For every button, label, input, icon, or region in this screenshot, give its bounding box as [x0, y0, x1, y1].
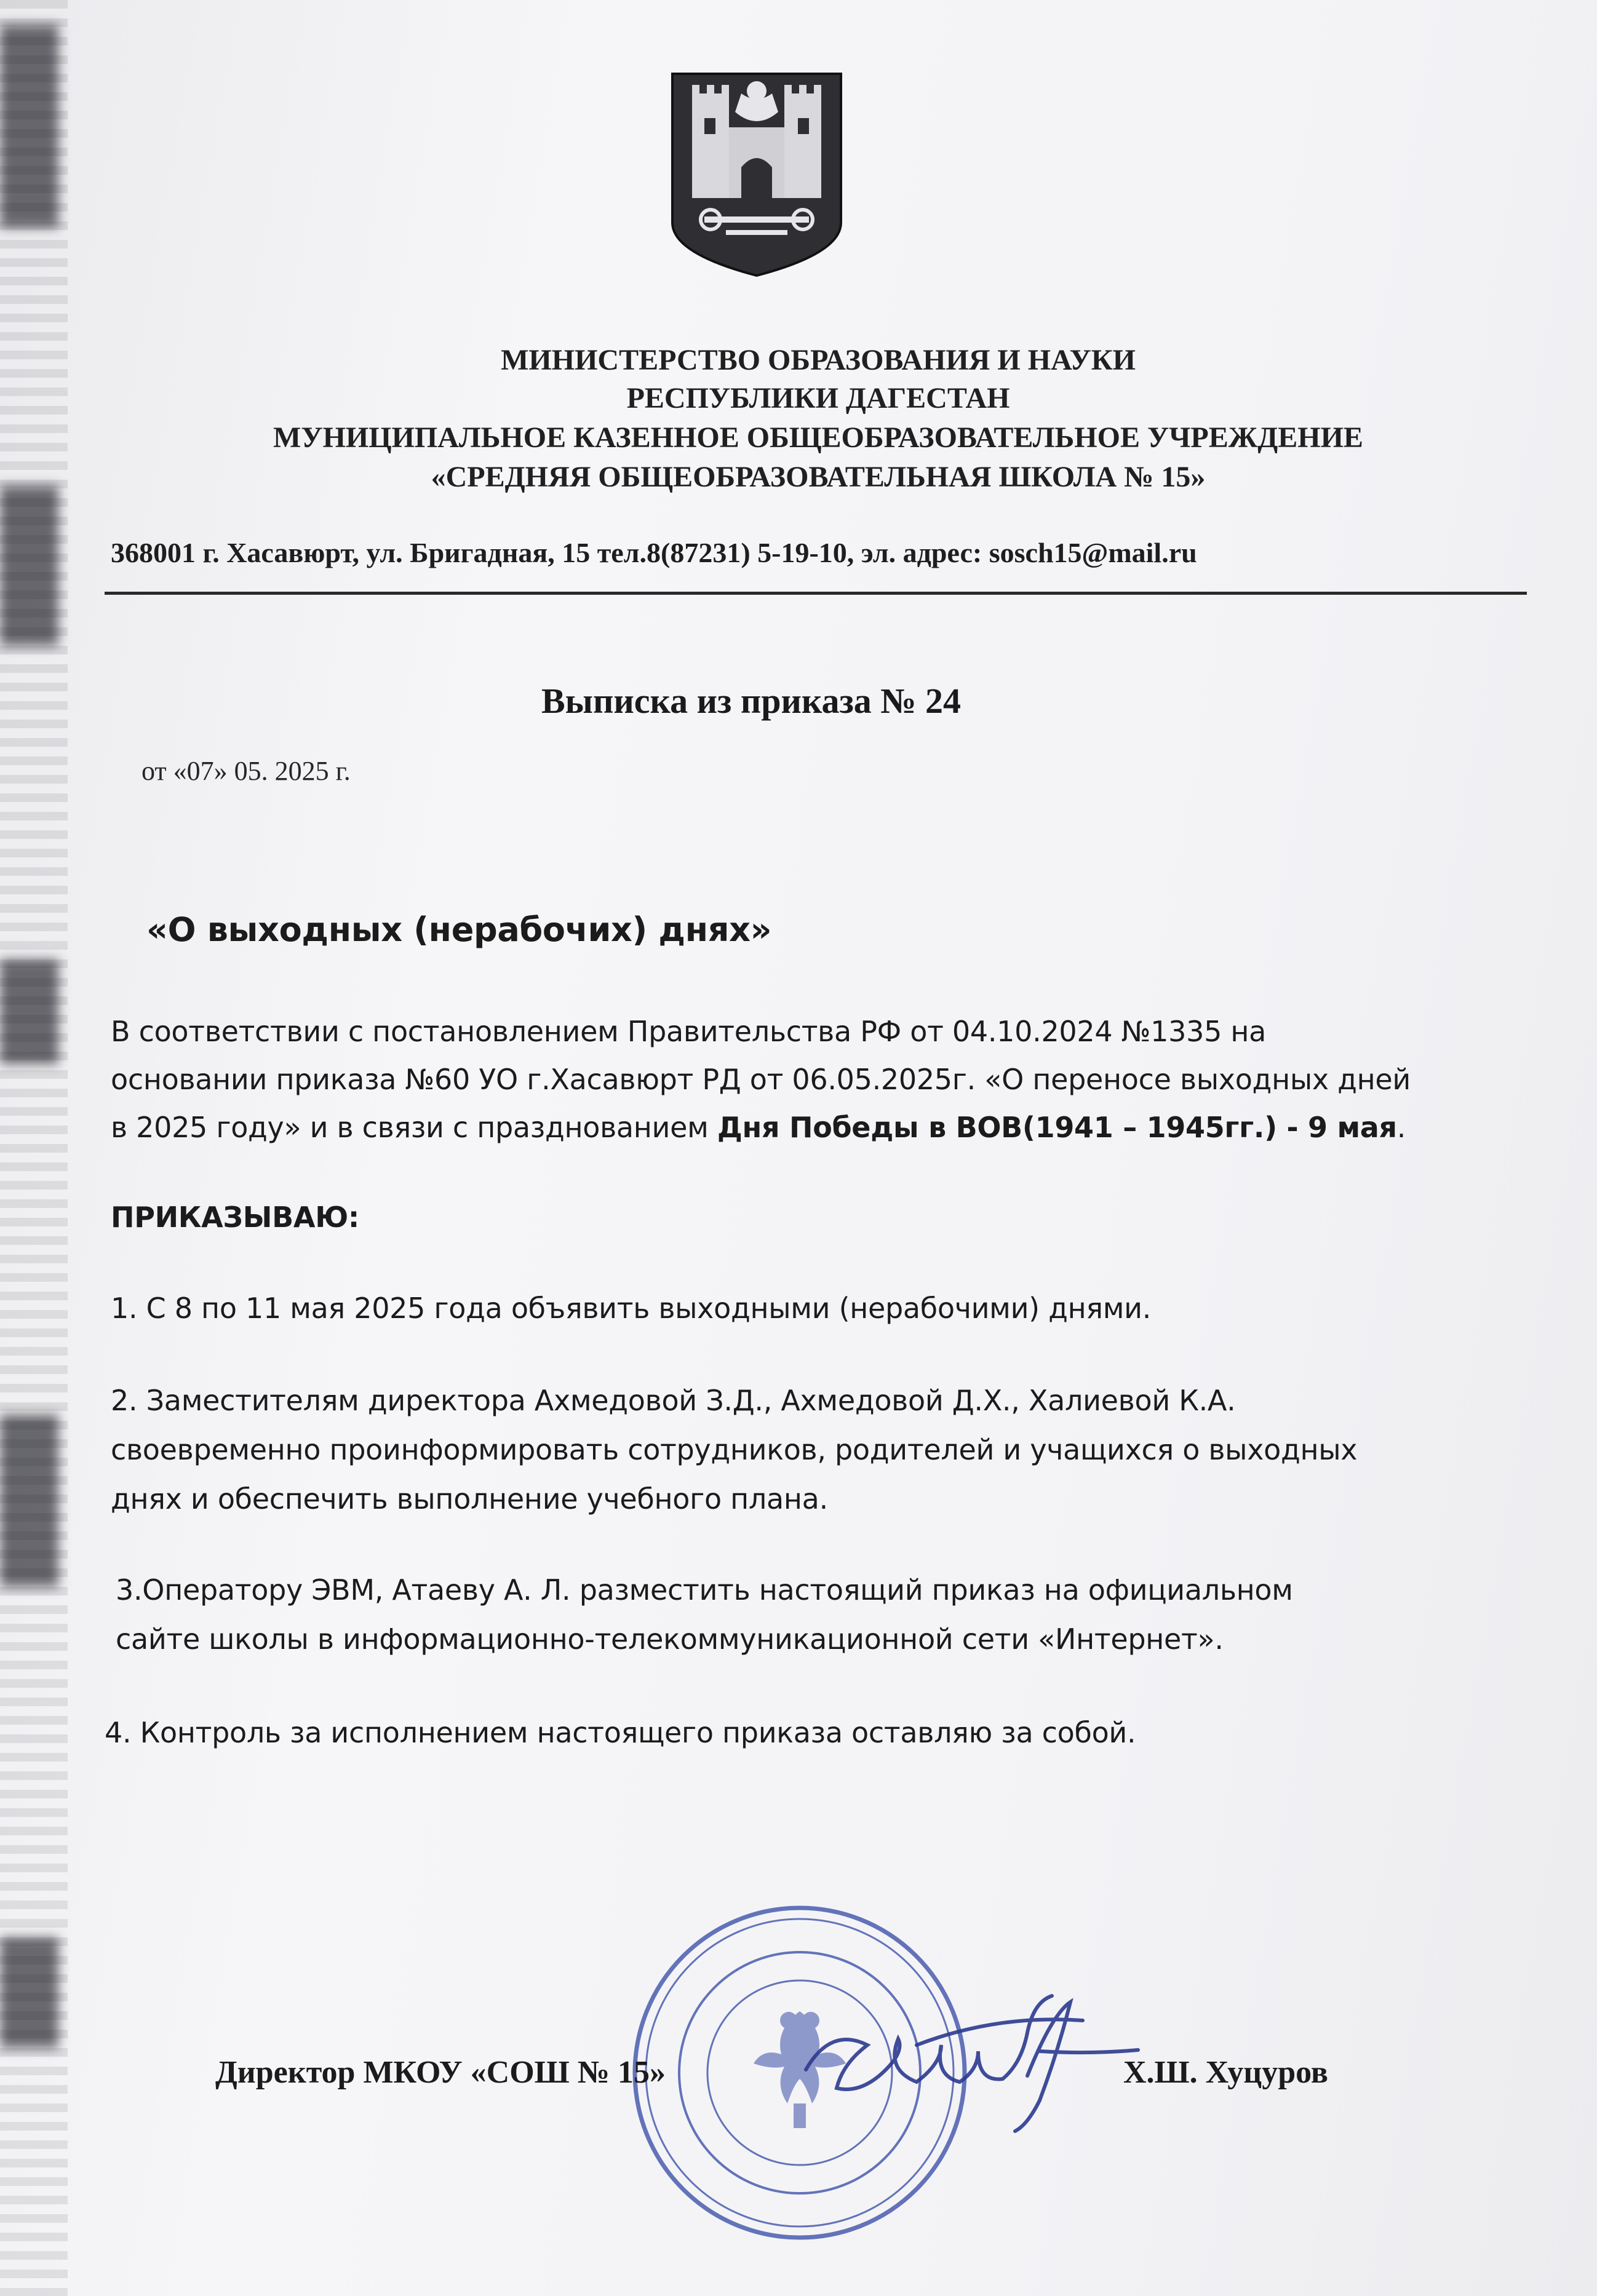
order-item-2-line-3: днях и обеспечить выполнение учебного плана.	[111, 1482, 828, 1515]
document-title: Выписка из приказа № 24	[541, 681, 962, 721]
order-item-2-line-1: 2. Заместителям директора Ахмедовой З.Д., Ахмедовой Д.Х., Халиевой К.А.	[111, 1384, 1236, 1417]
document-date: от «07» 05. 2025 г.	[141, 756, 351, 786]
document-subject: «О выходных (нерабочих) днях»	[146, 910, 772, 949]
preamble-highlight: Дня Победы в ВОВ(1941 – 1945гг.) - 9 мая	[717, 1111, 1397, 1144]
order-item-2-line-2: своевременно проинформировать сотрудников, родителей и учащихся о выходных	[111, 1433, 1358, 1466]
director-signature-icon	[794, 1977, 1150, 2137]
preamble-line-3-text: в 2025 году» и в связи с празднованием	[111, 1111, 717, 1144]
order-item-3-line-1: 3.Оператору ЭВМ, Атаеву А. Л. разместить настоящий приказ на официальном	[116, 1573, 1293, 1607]
header-address: 368001 г. Хасавюрт, ул. Бригадная, 15 тел.8(87231) 5-19-10, эл. адрес: sosch15@mail.ru	[111, 537, 1197, 568]
order-word: ПРИКАЗЫВАЮ:	[111, 1201, 360, 1234]
coat-of-arms-icon	[667, 69, 846, 277]
order-item-1: 1. С 8 по 11 мая 2025 года объявить выходными (нерабочими) днями.	[111, 1292, 1152, 1325]
header-line-ministry: МИНИСТЕРСТВО ОБРАЗОВАНИЯ И НАУКИ	[501, 344, 1136, 376]
header-line-institution: МУНИЦИПАЛЬНОЕ КАЗЕННОЕ ОБЩЕОБРАЗОВАТЕЛЬНОЕ УЧРЕЖДЕНИЕ	[273, 421, 1363, 454]
signatory-position: Директор МКОУ «СОШ № 15»	[215, 2055, 666, 2090]
header-line-republic: РЕСПУБЛИКИ ДАГЕСТАН	[626, 382, 1010, 415]
order-item-3-line-2: сайте школы в информационно-телекоммуникационной сети «Интернет».	[116, 1623, 1224, 1656]
preamble-line-3-end: .	[1396, 1111, 1406, 1144]
preamble-line-1: В соответствии с постановлением Правительства РФ от 04.10.2024 №1335 на	[111, 1015, 1267, 1048]
signatory-name: Х.Ш. Хуцуров	[1123, 2055, 1328, 2090]
preamble-line-3	[111, 1111, 1406, 1144]
preamble-line-2: основании приказа №60 УО г.Хасавюрт РД от 06.05.2025г. «О переносе выходных дней	[111, 1063, 1411, 1096]
order-item-4: 4. Контроль за исполнением настоящего приказа оставляю за собой.	[105, 1716, 1136, 1749]
header-divider	[105, 592, 1527, 595]
header-line-school: «СРЕДНЯЯ ОБЩЕОБРАЗОВАТЕЛЬНАЯ ШКОЛА № 15»	[431, 461, 1206, 493]
